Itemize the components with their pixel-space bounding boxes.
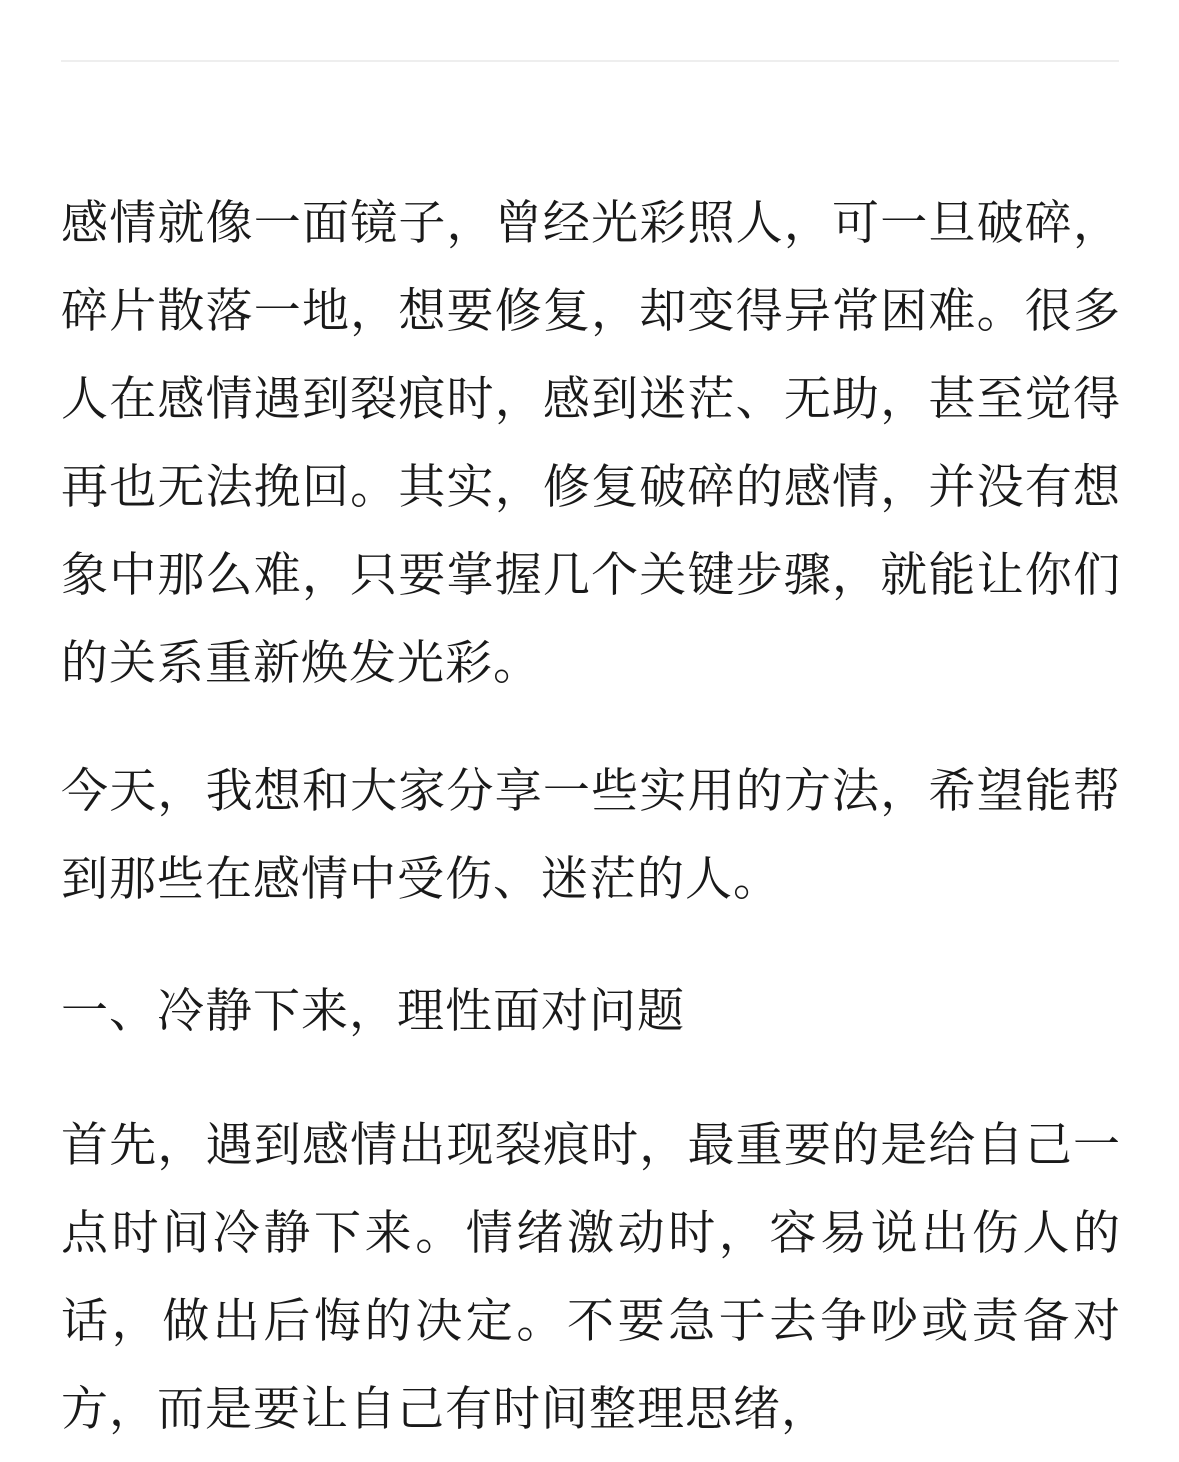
article-paragraph-section-1: 首先，遇到感情出现裂痕时，最重要的是给自己一点时间冷静下来。情绪激动时，容易说出伤人的话，做出后悔的决定。不要急于去争吵或责备对方，而是要让自己有时间整理思绪， [61,1118,1121,1437]
article-paragraph-intro: 感情就像一面镜子，曾经光彩照人，可一旦破碎，碎片散落一地，想要修复，却变得异常困难。很多人在感情遇到裂痕时，感到迷茫、无助，甚至觉得再也无法挽回。其实，修复破碎的感情，并没有想象中那么难，只要掌握几个关键步骤，就能让你们的关系重新焕发光彩。 [61,196,1121,691]
article-paragraph-share: 今天，我想和大家分享一些实用的方法，希望能帮到那些在感情中受伤、迷茫的人。 [61,764,1121,907]
section-heading-1: 一、冷静下来，理性面对问题 [61,984,685,1039]
top-divider [61,60,1119,62]
article-body [61,180,1121,1454]
